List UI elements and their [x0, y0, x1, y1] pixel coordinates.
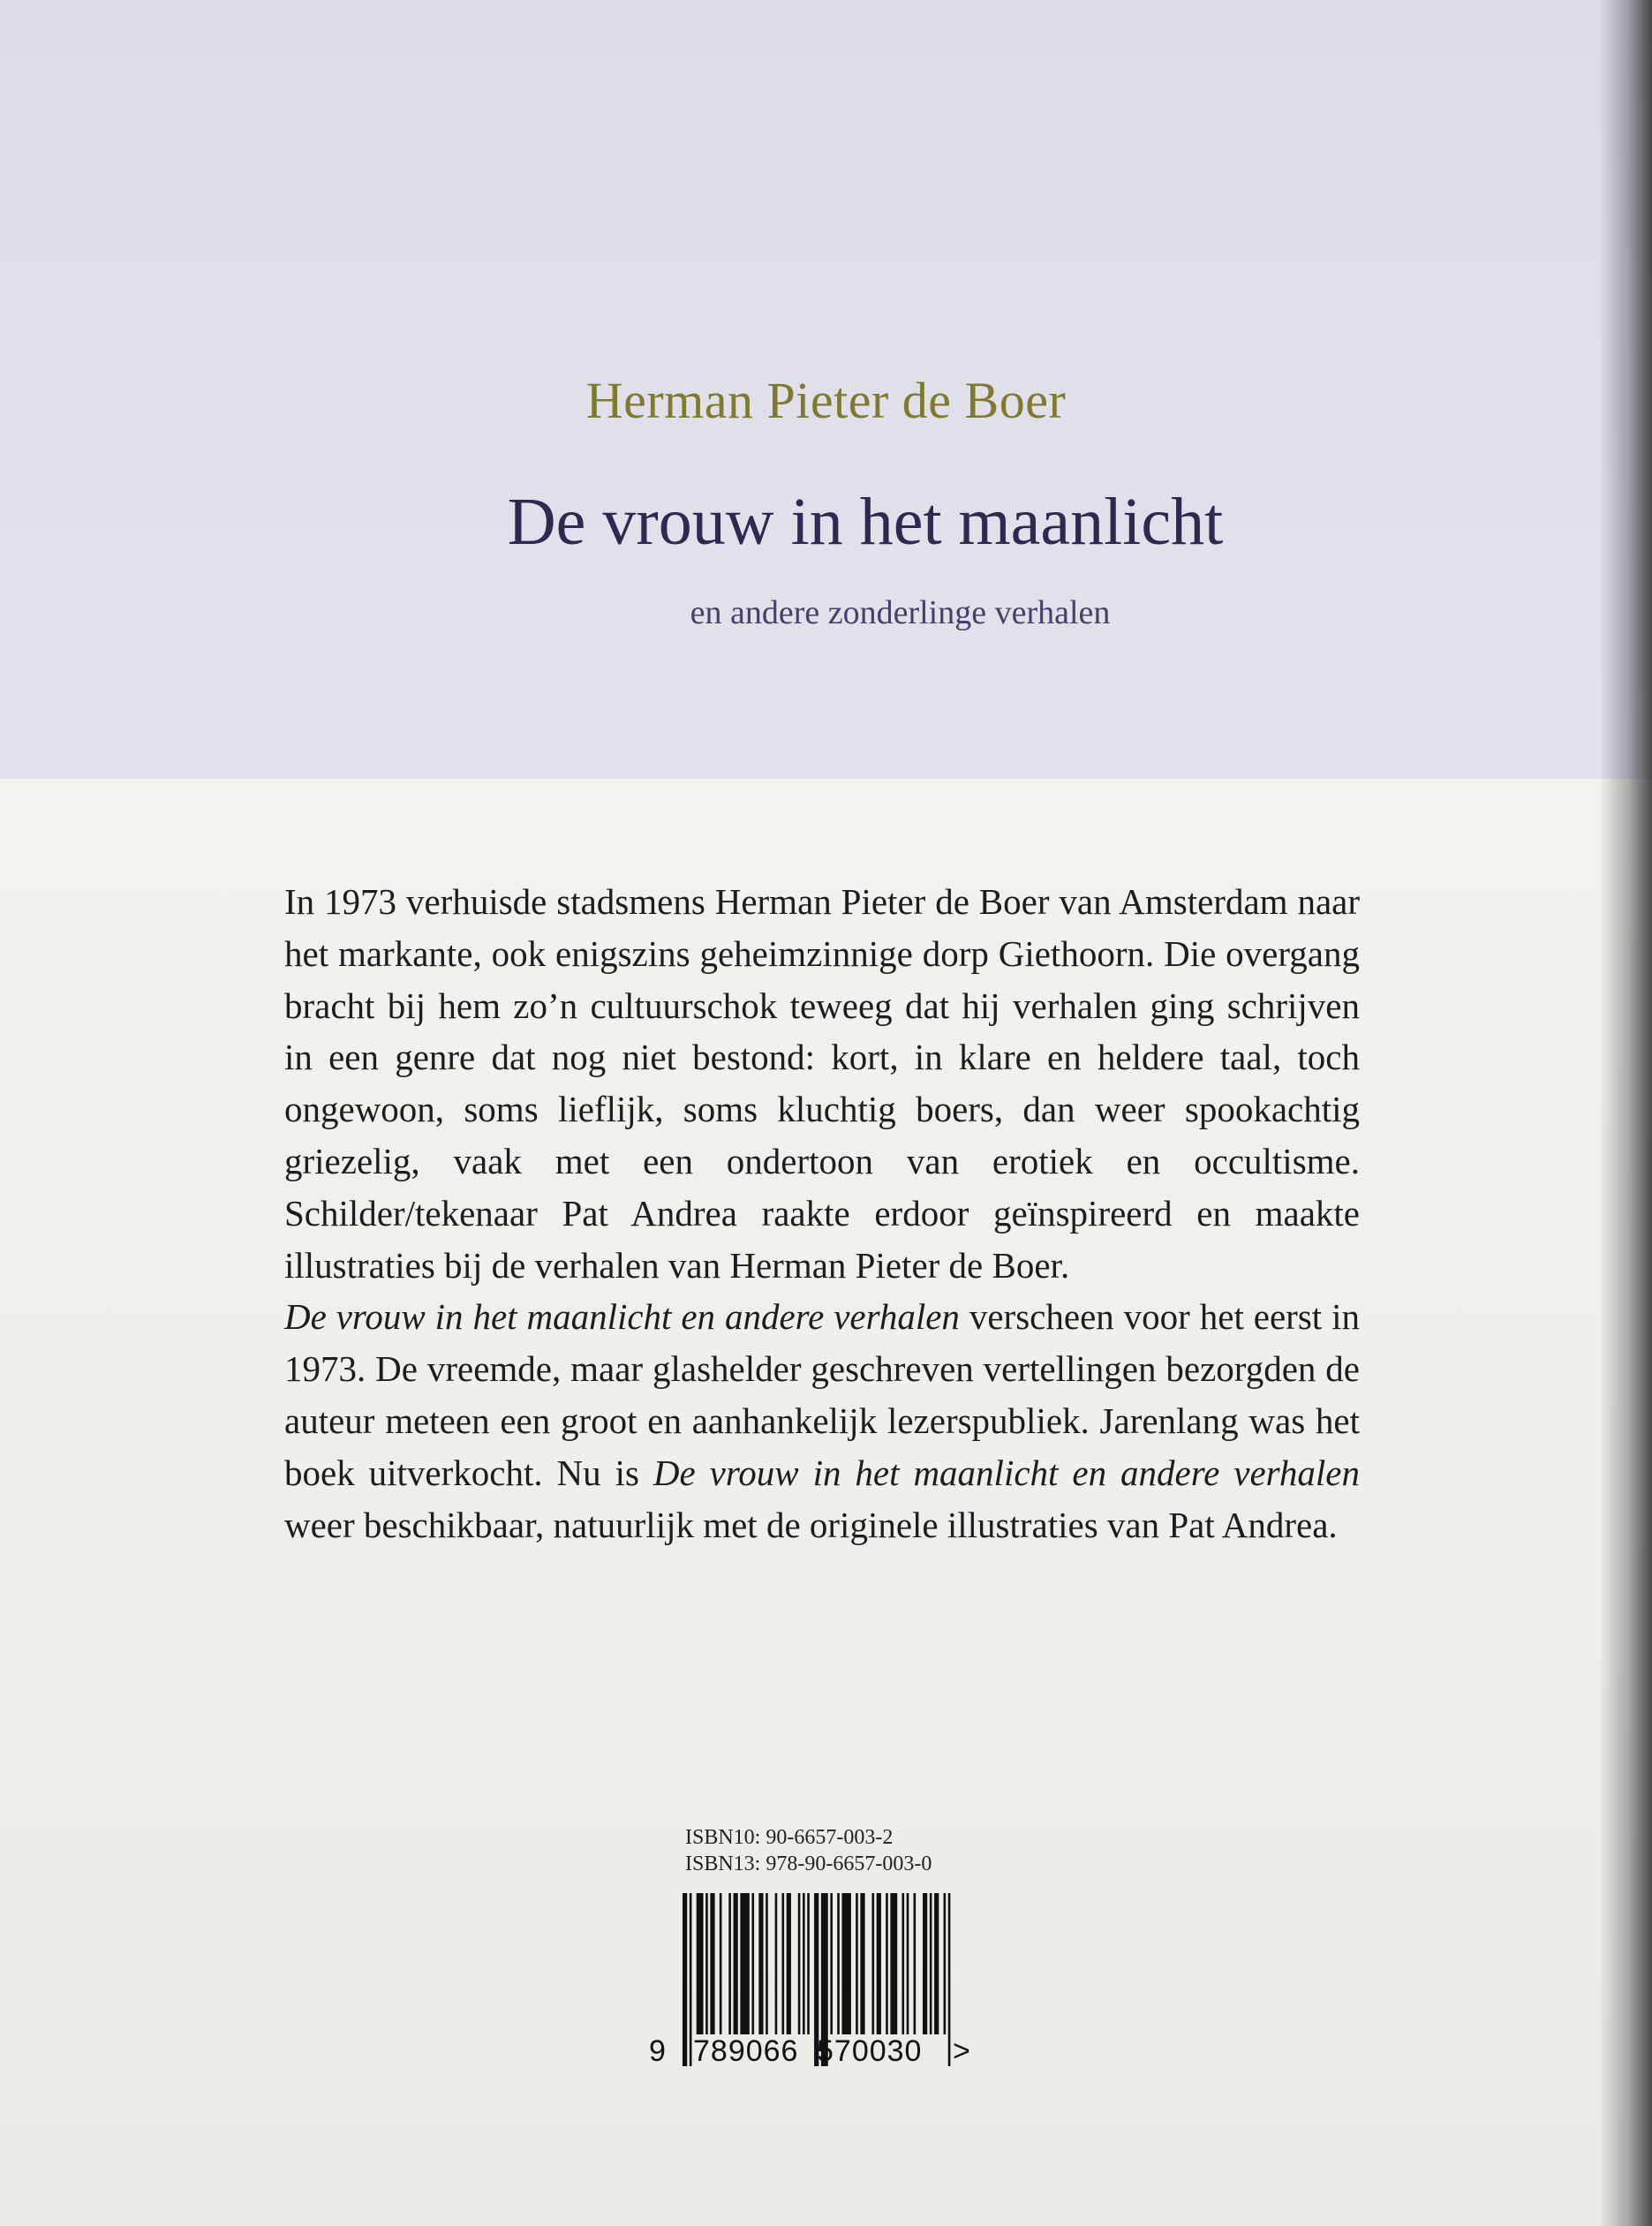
barcode-bar — [934, 1893, 939, 2034]
barcode-bar — [690, 1893, 692, 2066]
blurb-paragraph-2 — [284, 1291, 1360, 1551]
blurb-paragraph-1 — [284, 876, 1360, 1291]
isbn13: ISBN13: 978-90-6657-003-0 — [685, 1852, 932, 1875]
barcode-bar — [766, 1893, 768, 2034]
barcode-bar — [930, 1893, 932, 2034]
barcode-bar — [798, 1893, 801, 2034]
barcode-bar — [683, 1893, 687, 2066]
book-subtitle: en andere zonderlinge verhalen — [690, 594, 1111, 631]
barcode-bar — [886, 1893, 888, 2034]
barcode-bar — [914, 1893, 917, 2034]
barcode-bar — [830, 1893, 833, 2034]
author-name: Herman Pieter de Boer — [585, 372, 1067, 429]
blurb-italic-title-1: De vrouw in het maanlicht en andere verhalen — [284, 1296, 960, 1338]
blurb-italic-title-2: De vrouw in het maanlicht en andere verhalen — [653, 1452, 1360, 1493]
barcode-bar — [877, 1893, 881, 2034]
barcode-bar — [890, 1893, 897, 2034]
barcode-bar — [901, 1893, 904, 2034]
barcode-bar — [944, 1893, 947, 2034]
barcode-bar — [787, 1893, 791, 2034]
isbn-block — [685, 1824, 932, 1877]
cover-edge-shadow — [1599, 0, 1652, 2226]
barcode-bar — [948, 1893, 951, 2066]
barcode-bar — [710, 1893, 714, 2034]
book-title: De vrouw in het maanlicht — [507, 485, 1224, 559]
blurb-text — [284, 876, 1360, 1551]
barcode-bar — [871, 1893, 874, 2034]
barcode-quiet-zone-mark: > — [953, 2034, 971, 2068]
barcode-bar — [775, 1893, 778, 2034]
barcode-bar — [837, 1893, 840, 2034]
barcode-bar — [856, 1893, 858, 2034]
blurb-paragraph-1-text: In 1973 verhuisde stadsmens Herman Pieter de Boer van Amsterdam naar het markante, ook enigszins geheimzinnige dorp Giethoorn. Die overgang bracht bij hem zo’n cultuurschok teweeg dat hij verhalen ging schrijven in een genre dat nog niet bestond: kort, in klare en heldere taal, toch ongewoon, soms lieflijk, soms kluchtig boers, dan weer spookachtig griezelig, vaak met een ondertoon van erotiek en occultisme. Schilder/tekenaar Pat Andrea raakte erdoor geïnspireerd en maakte illustraties bij de verhalen van Herman Pieter de Boer. — [284, 881, 1360, 1286]
barcode-bar — [705, 1893, 708, 2034]
blurb-paragraph-2-text-1: verscheen voor het eerst in 1973. De vreemde, maar glashelder geschreven vertellingen bezorgden de auteur meteen een groot en aanhankelijk lezerspubliek. Jarenlang was het boek uitverkocht. Nu is — [284, 1296, 1360, 1493]
barcode-digit-group-2: 570030 — [817, 2034, 923, 2068]
barcode-bar — [907, 1893, 909, 2034]
barcode-bar — [751, 1893, 754, 2034]
barcode-bar — [803, 1893, 805, 2034]
barcode-bar — [728, 1893, 731, 2034]
barcode-bar — [720, 1893, 722, 2034]
blurb-paragraph-2-text-2: weer beschikbaar, natuurlijk met de originele illustraties van Pat Andrea. — [284, 1504, 1338, 1545]
barcode-lead-digit: 9 — [649, 2034, 667, 2068]
barcode-bar — [841, 1893, 850, 2034]
barcode-bar — [781, 1893, 784, 2034]
barcode-bar — [807, 1893, 810, 2034]
barcode-bar — [697, 1893, 704, 2034]
barcode-bar — [923, 1893, 927, 2034]
barcode-bar — [734, 1893, 738, 2034]
barcode-digit-group-1: 789066 — [693, 2034, 799, 2068]
barcode-bar — [740, 1893, 749, 2034]
isbn10: ISBN10: 90-6657-003-2 — [685, 1826, 894, 1849]
barcode-bar — [758, 1893, 763, 2034]
barcode-bar — [860, 1893, 864, 2034]
